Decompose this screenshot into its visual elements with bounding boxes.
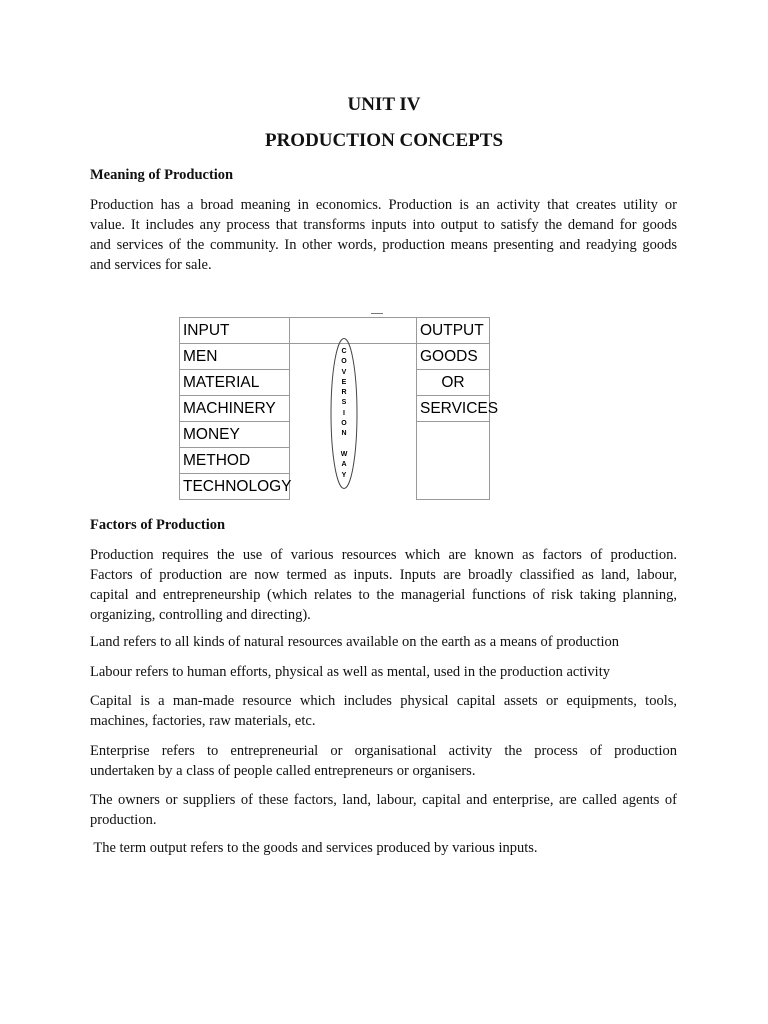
meaning-heading: Meaning of Production: [90, 167, 234, 183]
agents-line: production.: [90, 812, 157, 828]
factors-heading: Factors of Production: [90, 517, 226, 533]
diagram-top-mark: [371, 313, 383, 314]
labour-paragraph: Labour refers to human efforts, physical as well as mental, used in the production activity: [90, 664, 610, 680]
output-item: SERVICES: [417, 396, 490, 422]
capital-line: machines, factories, raw materials, etc.: [90, 713, 316, 729]
meaning-line: Production has a broad meaning in economics. Production is an activity that creates utility or: [90, 197, 677, 213]
unit-heading: UNIT IV: [347, 94, 421, 115]
conversion-letter: S: [341, 399, 347, 407]
conversion-letter: E: [341, 378, 347, 386]
input-item: MEN: [180, 344, 290, 370]
conversion-way-label: [329, 347, 359, 481]
meaning-line: and services of the community. In other words, production means presenting and readying goods: [90, 237, 677, 253]
meaning-line: and services for sale.: [90, 257, 212, 273]
production-diagram: [179, 317, 499, 495]
factors-line: capital and entrepreneurship (which relates to the managerial functions of risk taking planning,: [90, 587, 677, 603]
meaning-paragraph: [90, 195, 677, 275]
capital-line: Capital is a man-made resource which includes physical capital assets or equipments, tools,: [90, 693, 677, 709]
page-title: PRODUCTION CONCEPTS: [264, 130, 504, 151]
land-paragraph: Land refers to all kinds of natural resources available on the earth as a means of production: [90, 634, 620, 650]
conversion-ellipse: [329, 337, 359, 490]
factors-line: organizing, controlling and directing).: [90, 607, 311, 623]
factors-line: Production requires the use of various resources which are known as factors of production.: [90, 547, 677, 563]
agents-line: The owners or suppliers of these factors, land, labour, capital and enterprise, are called agents of: [90, 792, 677, 808]
output-header: OUTPUT: [417, 318, 490, 344]
meaning-line: value. It includes any process that transforms inputs into output to satisfy the demand for goods: [90, 217, 677, 233]
enterprise-paragraph: [90, 741, 677, 781]
conversion-letter: I: [343, 409, 345, 417]
output-item: GOODS: [417, 344, 490, 370]
conversion-letter: O: [341, 358, 347, 366]
input-item: MATERIAL: [180, 370, 290, 396]
input-item: MACHINERY: [180, 396, 290, 422]
factors-line: Factors of production are now termed as inputs. Inputs are broadly classified as land, labour,: [90, 567, 677, 583]
conversion-letter: N: [341, 430, 347, 438]
conversion-letter: R: [341, 389, 347, 397]
input-header: INPUT: [180, 318, 290, 344]
enterprise-line: Enterprise refers to entrepreneurial or organisational activity the process of production: [90, 743, 677, 759]
input-item: MONEY: [180, 422, 290, 448]
output-item: OR: [417, 370, 490, 396]
conversion-letter: W: [340, 450, 348, 458]
conversion-letter: O: [341, 420, 347, 428]
conversion-letter: A: [341, 461, 347, 469]
conversion-letter: Y: [341, 471, 347, 479]
conversion-letter: C: [341, 348, 347, 355]
output-paragraph: The term output refers to the goods and services produced by various inputs.: [90, 840, 538, 856]
conversion-letter: V: [341, 368, 347, 376]
factors-intro-paragraph: [90, 545, 677, 625]
enterprise-line: undertaken by a class of people called entrepreneurs or organisers.: [90, 763, 476, 779]
input-item: TECHNOLOGY: [180, 474, 290, 500]
capital-paragraph: [90, 691, 677, 731]
agents-paragraph: [90, 790, 677, 830]
output-empty-cell: [417, 422, 490, 500]
conversion-letter: [329, 440, 359, 450]
input-item: METHOD: [180, 448, 290, 474]
